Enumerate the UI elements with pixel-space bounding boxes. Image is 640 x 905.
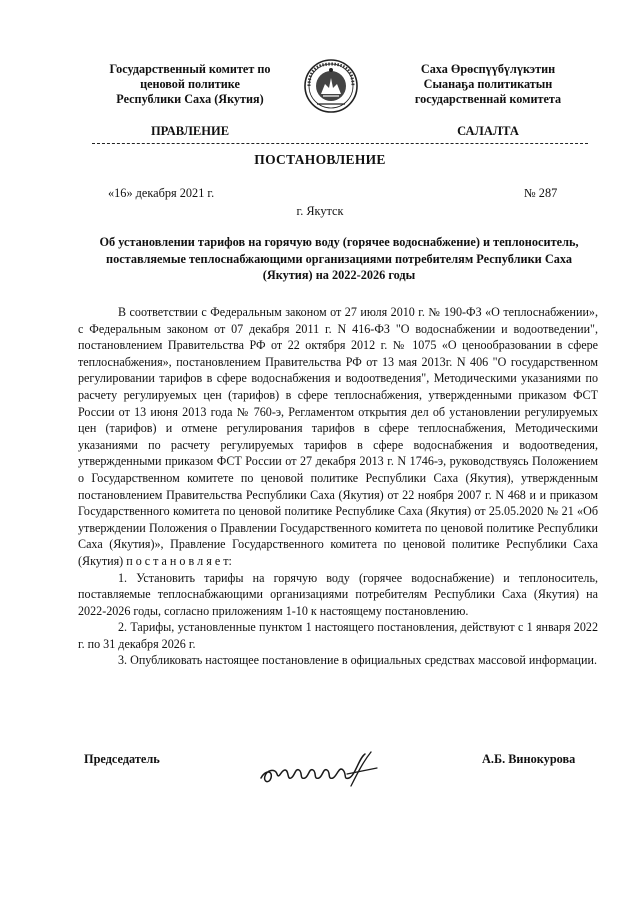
board-label-yakut: САЛАЛТА bbox=[457, 124, 519, 138]
board-label-russian: ПРАВЛЕНИЕ bbox=[150, 124, 230, 138]
handwritten-signature bbox=[255, 748, 385, 792]
document-type: ПОСТАНОВЛЕНИЕ bbox=[254, 152, 386, 167]
dashed-divider bbox=[92, 143, 588, 144]
body-paragraph: 1. Установить тарифы на горячую воду (горячее водоснабжение) и теплоноситель, поставляемые теплоснабжающими организациями потребителям Республики Саха (Якутия) на 2022-2026 годы, согласно приложениям 1-10 к настоящему постановлению. bbox=[78, 570, 598, 618]
issuer-line: Саха Өрөспүүбүлүкэтин bbox=[420, 62, 556, 76]
document-city: г. Якутск bbox=[296, 204, 344, 218]
issuer-line: ценовой политике bbox=[140, 77, 240, 91]
document-body bbox=[78, 304, 598, 669]
issuer-name-yakut bbox=[382, 62, 594, 107]
issuer-line: Республики Саха (Якутия) bbox=[116, 92, 264, 106]
body-paragraph: В соответствии с Федеральным законом от 27 июля 2010 г. № 190-ФЗ «О теплоснабжении», с Федеральным законом от 07 декабря 2011 г. N 416-ФЗ "О водоснабжении и водоотведении", постановлением Правительства РФ от 22 октября 2012 г. № 1075 «О ценообразовании в сфере теплоснабжения», постановлением Правительства РФ от 13 мая 2013г. N 406 "О государственном регулировании тарифов в сфере водоснабжения и водоотведения", Методическими указаниями по расчету регулируемых цен (тарифов) в сфере теплоснабжения, утвержденными приказом ФСТ России от 13 июня 2013 года № 760-э, Регламентом открытия дел об установлении регулируемых цен (тарифов) и отмене регулирования тарифов в сфере теплоснабжения, Методическими указаниями по расчету регулируемых тарифов в сфере водоснабжения и водоотведения, утвержденными приказом ФСТ России от 27 декабря 2013 г. N 1746-э, руководствуясь Положением о Государственном комитете по ценовой политике Республики Саха (Якутия), утвержденным постановлением Правительства Республики Саха (Якутия) от 22 ноября 2007 г. N 468 и и приказом Государственного комитета по ценовой политике Республике Саха (Якутия) от 25.05.2020 № 21 «Об утверждении Положения о Правлении Государственного комитета по ценовой политике Республики Саха (Якутия)», Правление Государственного комитета по ценовой политике Республики Саха (Якутия) п о с т а н о в л я е т: bbox=[78, 305, 598, 568]
signatory-name: А.Б. Винокурова bbox=[482, 752, 576, 766]
document-date: «16» декабря 2021 г. bbox=[108, 186, 215, 200]
body-paragraph: 3. Опубликовать настоящее постановление в официальных средствах массовой информации. bbox=[118, 653, 597, 668]
issuer-line: Государственный комитет по bbox=[109, 62, 271, 76]
issuer-name-russian bbox=[84, 62, 296, 107]
document-number: № 287 bbox=[524, 186, 558, 200]
coat-of-arms-icon bbox=[303, 58, 359, 114]
issuer-line: Сыанаҕа политикатын bbox=[423, 77, 553, 91]
body-paragraph: 2. Тарифы, установленные пунктом 1 настоящего постановления, действуют с 1 января 2022 г. по 31 декабря 2026 г. bbox=[78, 620, 598, 651]
signatory-role: Председатель bbox=[84, 752, 160, 766]
issuer-line: государственнай комитета bbox=[414, 92, 562, 106]
document-title: Об установлении тарифов на горячую воду (горячее водоснабжение) и теплоноситель, поставляемые теплоснабжающими организациями потребителям Республики Саха (Якутия) на 2022-2026 годы bbox=[99, 235, 579, 282]
